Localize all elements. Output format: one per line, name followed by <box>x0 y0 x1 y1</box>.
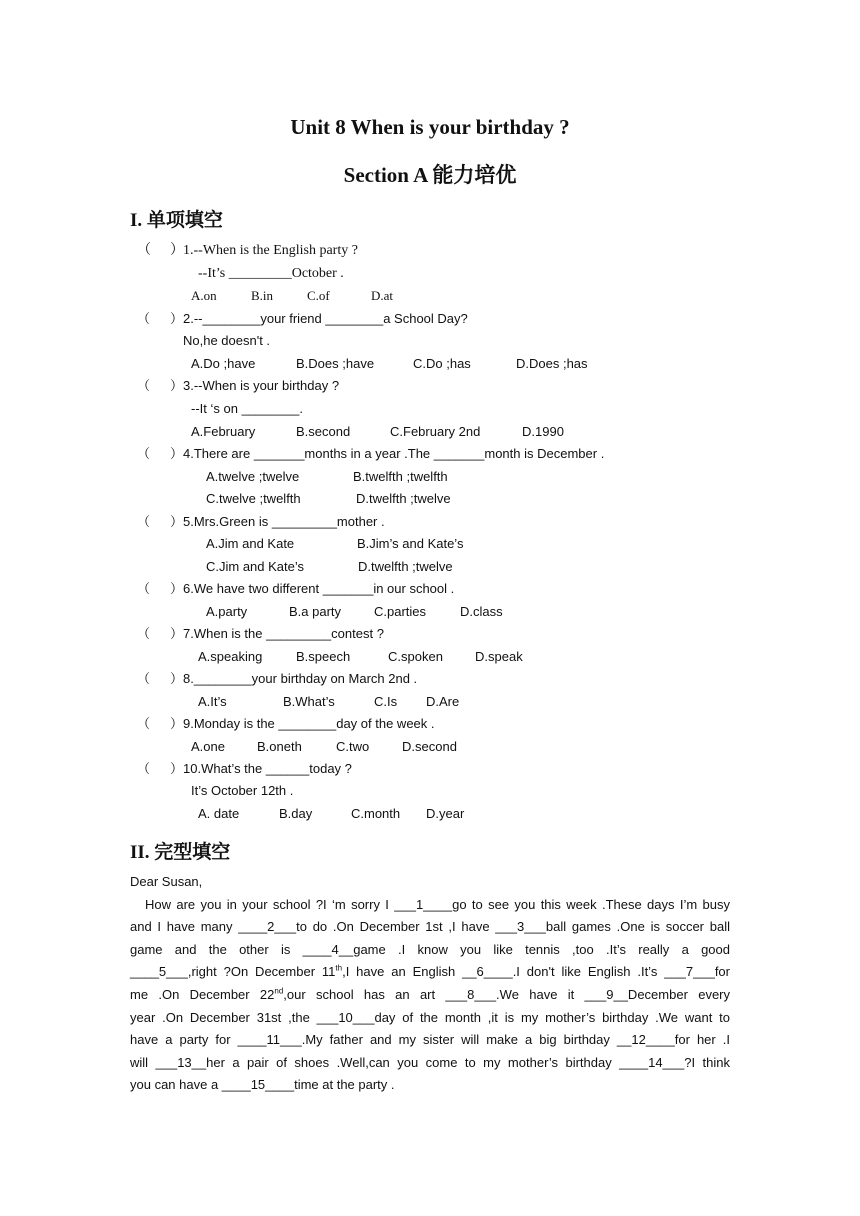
option-a: A.one <box>191 739 225 754</box>
letter-line: How are you in your school ?I ‘m sorry I ___1____go to see you this week .These days I’m busy <box>145 896 730 912</box>
question-stem: 1.--When is the English party ? <box>183 243 358 258</box>
option-a: A.on <box>191 288 217 303</box>
option-a: A.party <box>206 604 248 619</box>
option-c: C.of <box>307 288 330 303</box>
answer-paren-close: ） <box>170 671 184 686</box>
letter-line: game and the other is ____4__game .I know you like tennis ,too .It’s really a good <box>130 941 730 957</box>
option-a: A.Jim and Kate <box>206 536 295 551</box>
question-stem: 2.--________your friend ________a School Day? <box>183 311 468 326</box>
answer-paren-open[interactable]: （ <box>137 581 151 596</box>
option-d: D.second <box>402 739 457 754</box>
letter-line: me .On December 22nd,our school has an art ___8___.We have it ___9__December every <box>130 986 731 1002</box>
answer-paren-open[interactable]: （ <box>137 311 151 326</box>
option-a: A.Do ;have <box>191 356 256 371</box>
answer-paren-open[interactable]: （ <box>137 446 151 461</box>
option-c: C.Jim and Kate’s <box>206 559 305 574</box>
answer-paren-close: ） <box>170 378 184 393</box>
option-b: B.What’s <box>283 694 335 709</box>
option-b: B.Jim’s and Kate’s <box>357 536 464 551</box>
answer-paren-close: ） <box>170 311 184 326</box>
option-b: B.a party <box>289 604 342 619</box>
option-a: A.It’s <box>198 694 227 709</box>
option-d: D.at <box>371 288 394 303</box>
option-b: B.second <box>296 424 351 439</box>
cloze-letter <box>130 871 730 1097</box>
question-stem: 3.--When is your birthday ? <box>183 378 340 393</box>
option-b: B.speech <box>296 649 351 664</box>
letter-line: ____5___,right ?On December 11th,I have an English __6____.I don't like English .It’s ___7___for <box>130 964 730 980</box>
section-heading-cloze: II. 完型填空 <box>130 842 231 863</box>
letter-line: year .On December 31st ,the ___10___day of the month ,it is my mother’s birthday .We want to <box>130 1009 730 1025</box>
answer-paren-open[interactable]: （ <box>137 671 151 686</box>
option-c: C.month <box>351 806 401 821</box>
question-stem: 5.Mrs.Green is _________mother . <box>183 514 385 529</box>
option-b: B.twelfth ;twelfth <box>353 469 448 484</box>
question-stem: 8.________your birthday on March 2nd . <box>183 671 418 686</box>
letter-line: you can have a ____15____time at the party . <box>130 1077 395 1093</box>
option-c: C.Is <box>374 694 398 709</box>
question-extra: --It’s _________October . <box>198 266 344 281</box>
answer-paren-open[interactable]: （ <box>137 378 151 393</box>
letter-line: have a party for ____11___.My father and my sister will make a big birthday __12____for her .I <box>130 1032 730 1048</box>
option-d: D.speak <box>475 649 523 664</box>
page-title: Unit 8 When is your birthday ? <box>290 115 570 139</box>
answer-paren-open[interactable]: （ <box>137 626 151 641</box>
option-d: D.class <box>460 604 503 619</box>
answer-paren-close: ） <box>170 446 184 461</box>
option-d: D.twelfth ;twelve <box>356 491 451 506</box>
option-b: B.Does ;have <box>296 356 375 371</box>
option-b: B.day <box>279 806 313 821</box>
option-d: D.Does ;has <box>516 356 588 371</box>
letter-line: and I have many ____2___to do .On December 1st ,I have ___3___ball games .One is soccer ball <box>130 919 730 935</box>
option-c: C.parties <box>374 604 427 619</box>
answer-paren-close: ） <box>170 761 184 776</box>
option-c: C.February 2nd <box>390 424 481 439</box>
answer-paren-open[interactable]: （ <box>137 514 151 529</box>
option-c: C.two <box>336 739 370 754</box>
option-a: A.February <box>191 424 256 439</box>
section-heading-multiple-choice: I. 单项填空 <box>130 210 223 231</box>
question-stem: 6.We have two different _______in our school . <box>183 581 455 596</box>
option-d: D.1990 <box>522 424 564 439</box>
option-a: A.speaking <box>198 649 263 664</box>
option-c: C.twelve ;twelfth <box>206 491 301 506</box>
option-a: A.twelve ;twelve <box>206 469 300 484</box>
answer-paren-close: ） <box>170 716 184 731</box>
option-d: D.twelfth ;twelve <box>358 559 453 574</box>
option-c: C.spoken <box>388 649 443 664</box>
answer-paren-close: ） <box>170 514 184 529</box>
option-d: D.Are <box>426 694 460 709</box>
page-subtitle: Section A 能力培优 <box>343 163 517 187</box>
question-extra: It’s October 12th . <box>191 783 294 798</box>
letter-line: will ___13__her a pair of shoes .Well,can you come to my mother’s birthday ____14___?I think <box>130 1054 730 1070</box>
option-d: D.year <box>426 806 465 821</box>
answer-paren-open[interactable]: （ <box>137 716 151 731</box>
answer-paren-open[interactable]: （ <box>137 243 151 258</box>
option-c: C.Do ;has <box>413 356 471 371</box>
question-stem: 10.What’s the ______today ? <box>183 761 352 776</box>
option-a: A. date <box>198 806 240 821</box>
option-b: B.in <box>251 288 274 303</box>
question-stem: 4.There are _______months in a year .The _______month is December . <box>183 446 605 461</box>
answer-paren-close: ） <box>170 581 184 596</box>
option-b: B.oneth <box>257 739 302 754</box>
question-stem: 7.When is the _________contest ? <box>183 626 384 641</box>
question-stem: 9.Monday is the ________day of the week . <box>183 716 435 731</box>
question-extra: No,he doesn't . <box>183 333 271 348</box>
answer-paren-open[interactable]: （ <box>137 761 151 776</box>
answer-paren-close: ） <box>170 626 184 641</box>
letter-greeting: Dear Susan, <box>130 874 203 889</box>
answer-paren-close: ） <box>170 243 184 258</box>
question-extra: --It ‘s on ________. <box>191 401 304 416</box>
